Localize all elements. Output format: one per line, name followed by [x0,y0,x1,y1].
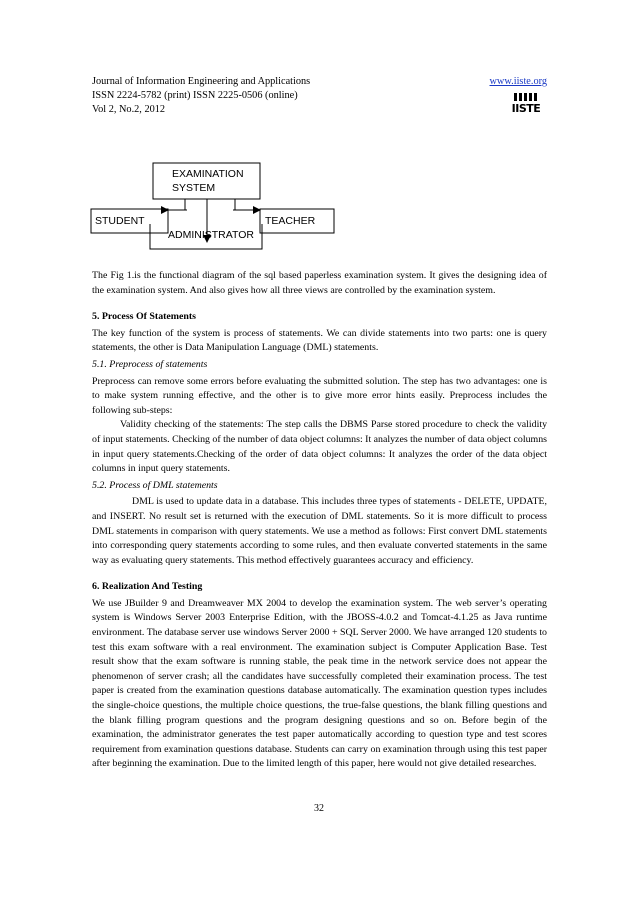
volume-line: Vol 2, No.2, 2012 [92,103,166,115]
article-body [92,269,547,772]
section-5-2-heading: 5.2. Process of DML statements [92,479,218,491]
section-6-heading: 6. Realization And Testing [92,581,203,593]
section-5-heading: 5. Process Of Statements [92,311,197,323]
teacher-label: TEACHER [265,215,316,227]
section-5-2-paragraph: DML is used to update data in a database. This includes three types of statements - DELETE, UPDATE, and INSERT. No result set is returned with the execution of DML statements. So it is more difficult to process DML statements in comparison with query statements. We use a method as follows: First convert DML statements into corresponding query statements according to some rules, and then evaluate converted statements in the same way as evaluating query statements. This method effectively guarantees accuracy and efficiency. [92,496,547,566]
section-5-paragraph: The key function of the system is process of statements. We can divide statements into two parts: one is query statements, the other is Data Manipulation Language (DML) statements. [92,327,547,354]
intro-paragraph: The Fig 1.is the functional diagram of the sql based paperless examination system. It gives the designing idea of the examination system. And also gives how all three views are controlled by the examination system. [92,270,547,296]
section-5-1-paragraph-2: Validity checking of the statements: The step calls the DBMS Parse stored procedure to check the validity of input statements. Checking of the number of data object columns: It analyzes the number of data object columns in input query statements.Checking of the order of data object columns: It analyzes the order of the data object columns in input query statements. [92,419,547,475]
section-5-1-paragraph-1: Preprocess can remove some errors before evaluating the submitted solution. The step has two advantages: one is to make system running effective, and the other is to give more error hints easily. Preprocess includes the following sub-steps: [92,375,547,416]
issn-line: ISSN 2224-5782 (print) ISSN 2225-0506 (online) [92,89,298,101]
examination-label-2: SYSTEM [172,182,216,194]
section-5-1-heading: 5.1. Preprocess of statements [92,358,208,370]
examination-label-1: EXAMINATION [172,168,244,180]
page-number: 32 [314,803,324,814]
administrator-label: ADMINISTRATOR [168,229,254,241]
functional-diagram [0,0,638,260]
journal-name: Journal of Information Engineering and Applications [92,76,311,87]
logo-text: IISTE [511,102,541,115]
section-6-paragraph: We use JBuilder 9 and Dreamweaver MX 2004 to develop the examination system. The web server’s operating system is Windows Server 2003 Enterprise Edition, with the JBOSS-4.0.2 and Tomcat-4.1.25 as Java runtime environment. The database server use windows Server 2000 + SQL Server 2000. We have arranged 120 students to test this exam software with a real environment. The examination subject is Computer Application Base. Test result show that the exam software is running stable, the peak time in the network service does not appear the phenomenon of server crash; all the candidates have successfully completed their examination process. The test paper is created from the examination questions database automatically. The examination question types includes the single-choice questions, the multiple choice questions, the true-false questions, the blank filling questions and the blank filling program questions and the program designing questions and so on. Before begin of the examination, the administrator generates the test paper automatically according to question type and test scores requirement from examination questions database. Students can carry on examination through using this test paper after beginning the examination. Due to the limited length of this paper, here would not give detailed researches. [92,597,547,770]
journal-url-link[interactable]: www.iiste.org [489,76,547,87]
student-label: STUDENT [95,215,145,227]
